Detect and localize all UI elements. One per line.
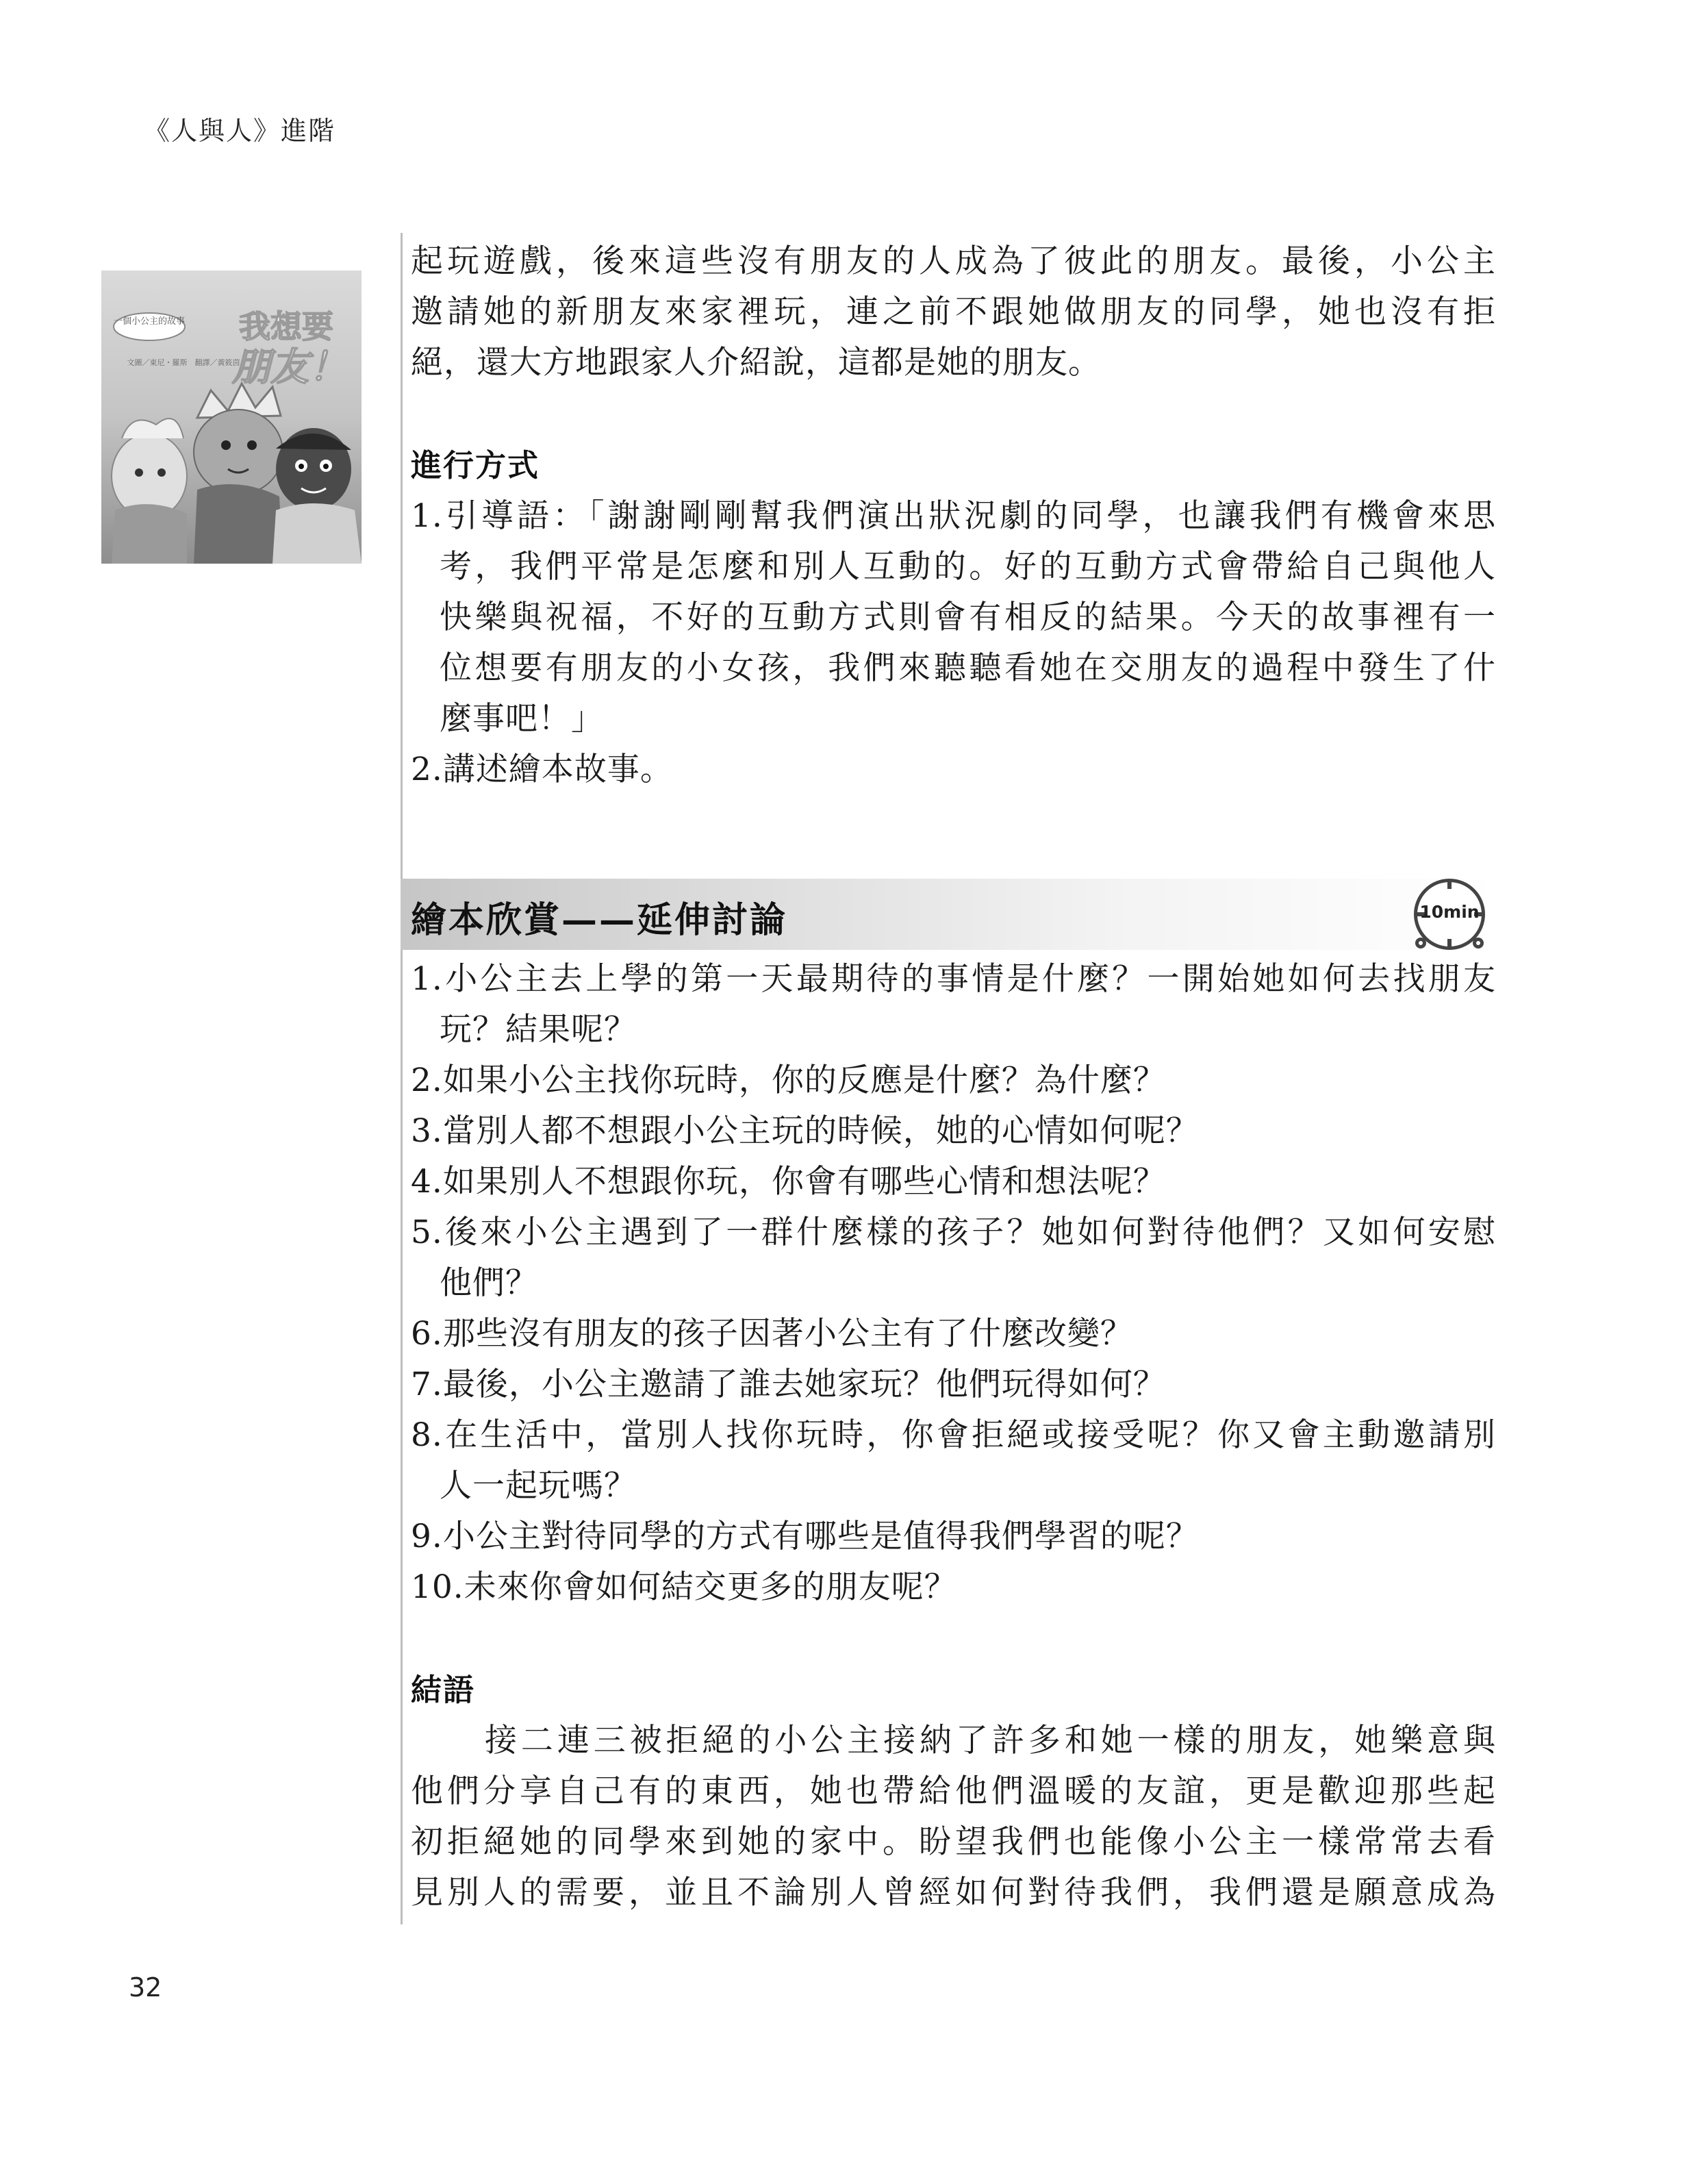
conclusion-heading: 結語 — [411, 1672, 476, 1708]
intro-line: 絕，還大方地跟家人介紹說，這都是她的朋友。 — [411, 344, 1101, 381]
question-item: 3.當別人都不想跟小公主玩的時候，她的心情如何呢？ — [411, 1112, 1199, 1150]
question-item: 6.那些沒有朋友的孩子因著小公主有了什麼改變？ — [411, 1315, 1133, 1353]
cover-title-line1: 我想要 — [239, 308, 333, 345]
discussion-title: 繪本欣賞——延伸討論 — [411, 899, 788, 941]
procedure-item-1-cont: 考，我們平常是怎麼和別人互動的。好的互動方式會帶給自己與他人 — [440, 548, 1496, 586]
intro-line: 起玩遊戲，後來這些沒有朋友的人成為了彼此的朋友。最後，小公主 — [411, 242, 1496, 280]
cover-title-line2: 朋友！ — [232, 345, 347, 390]
margin-rule — [401, 233, 403, 1924]
question-item: 1.小公主去上學的第一天最期待的事情是什麼？一開始她如何去找朋友 — [411, 960, 1496, 998]
procedure-item-1-cont: 位想要有朋友的小女孩，我們來聽聽看她在交朋友的過程中發生了什 — [440, 649, 1496, 687]
discussion-section-bar — [401, 879, 1496, 950]
question-item: 9.小公主對待同學的方式有哪些是值得我們學習的呢？ — [411, 1518, 1199, 1555]
main-content — [411, 236, 1496, 1918]
running-header: 《人與人》進階 — [144, 116, 336, 146]
procedure-item-1-cont: 麼事吧！」 — [440, 700, 604, 738]
conclusion-line: 見別人的需要，並且不論別人曾經如何對待我們，我們還是願意成為 — [411, 1874, 1496, 1911]
question-item: 7.最後，小公主邀請了誰去她家玩？他們玩得如何？ — [411, 1366, 1166, 1403]
question-item: 8.在生活中，當別人找你玩時，你會拒絕或接受呢？你又會主動邀請別 — [411, 1416, 1496, 1454]
cover-credits: 文圖／東尼・羅斯 翻譯／黃筱茵 — [127, 358, 240, 367]
procedure-item-2: 2.講述繪本故事。 — [411, 751, 673, 788]
question-item: 5.後來小公主遇到了一群什麼樣的孩子？她如何對待他們？又如何安慰 — [411, 1214, 1496, 1251]
question-item: 2.如果小公主找你玩時，你的反應是什麼？為什麼？ — [411, 1062, 1166, 1099]
procedure-item-1-cont: 快樂與祝福，不好的互動方式則會有相反的結果。今天的故事裡有一 — [440, 599, 1496, 636]
timer-clock-icon — [1407, 879, 1496, 954]
conclusion-line: 初拒絕她的同學來到她的家中。盼望我們也能像小公主一樣常常去看 — [411, 1823, 1496, 1861]
page-number: 32 — [129, 1972, 162, 2003]
duration-label: 10min — [1419, 902, 1480, 922]
procedure-heading: 進行方式 — [411, 447, 540, 484]
question-item: 10.未來你會如何結交更多的朋友呢？ — [411, 1568, 957, 1606]
question-item-cont: 他們？ — [440, 1264, 538, 1302]
cover-badge-text: 一個小公主的故事 — [113, 316, 186, 327]
question-item-cont: 玩？結果呢？ — [440, 1011, 637, 1049]
question-item: 4.如果別人不想跟你玩，你會有哪些心情和想法呢？ — [411, 1163, 1166, 1201]
intro-line: 邀請她的新朋友來家裡玩，連之前不跟她做朋友的同學，她也沒有拒 — [411, 293, 1496, 331]
conclusion-line: 他們分享自己有的東西，她也帶給他們溫暖的友誼，更是歡迎那些起 — [411, 1772, 1496, 1810]
book-cover-image — [101, 271, 362, 564]
question-item-cont: 人一起玩嗎？ — [440, 1467, 637, 1505]
procedure-item-1: 1.引導語：「謝謝剛剛幫我們演出狀況劇的同學，也讓我們有機會來思 — [411, 497, 1496, 535]
conclusion-line: 接二連三被拒絕的小公主接納了許多和她一樣的朋友，她樂意與 — [485, 1722, 1496, 1759]
